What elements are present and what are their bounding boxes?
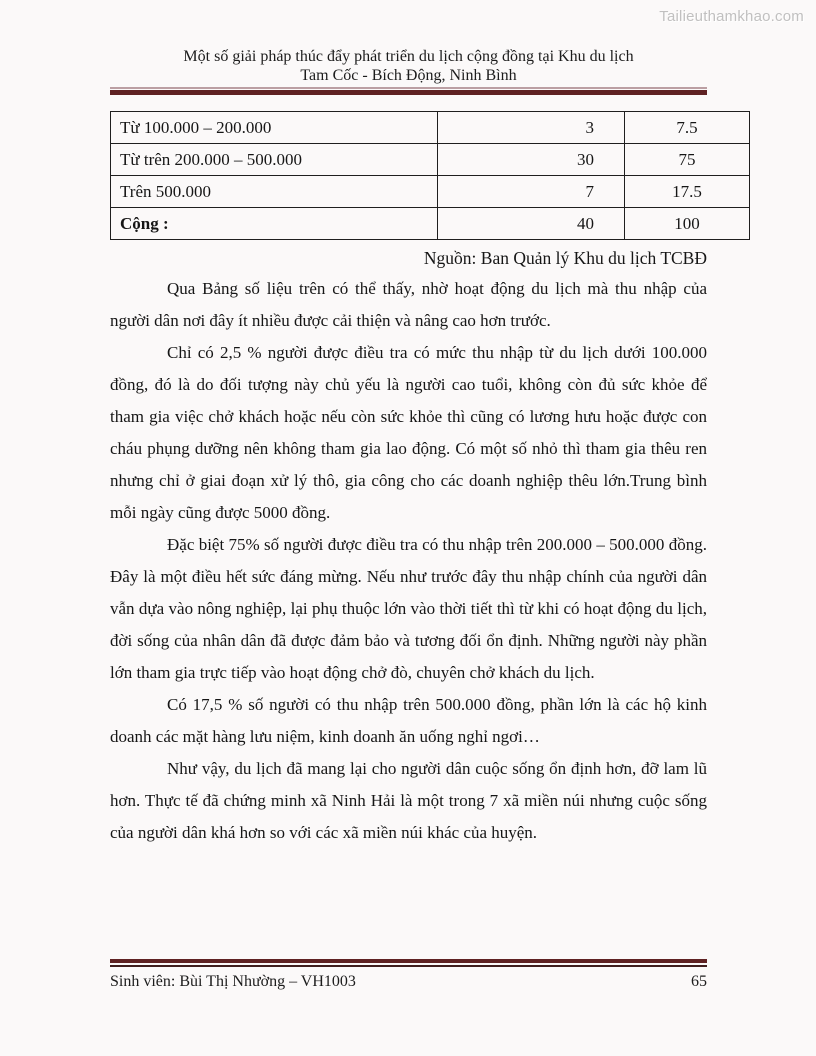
- table-source-note: Nguồn: Ban Quản lý Khu du lịch TCBĐ: [423, 248, 707, 268]
- table-total-row: [111, 208, 750, 240]
- running-header: [110, 47, 707, 95]
- footer-rule-thin-line: [110, 965, 707, 967]
- percent-cell: 75: [625, 144, 750, 176]
- header-title-line2: Tam Cốc - Bích Động, Ninh Bình: [300, 67, 517, 84]
- income-range-cell: Từ 100.000 – 200.000: [111, 112, 438, 144]
- paragraph: Đặc biệt 75% số người được điều tra có thu nhập trên 200.000 – 500.000 đồng. Đây là một điều hết sức đáng mừng. Nếu như trước đây thu nhập chính của người dân vẫn dựa vào nông nghiệp, lại phụ thuộc lớn vào thời tiết thì từ khi có hoạt động du lịch, đời sống của nhân dân đã được đảm bảo và tương đối ổn định. Những người này phần lớn tham gia trực tiếp vào hoạt động chở đò, chuyên chở khách du lịch.: [110, 535, 707, 682]
- page-footer: [110, 959, 707, 992]
- header-rule-thick-line: [110, 90, 707, 95]
- total-percent-cell: 100: [625, 208, 750, 240]
- income-range-cell: Trên 500.000: [111, 176, 438, 208]
- header-rule: [110, 87, 707, 95]
- paragraph: Qua Bảng số liệu trên có thể thấy, nhờ hoạt động du lịch mà thu nhập của người dân nơi đây ít nhiều được cải thiện và nâng cao hơn trước.: [110, 279, 707, 330]
- page-number: 65: [691, 972, 707, 990]
- table-row: [111, 144, 750, 176]
- header-title-line1: Một số giải pháp thúc đẩy phát triển du lịch cộng đồng tại Khu du lịch: [183, 48, 634, 65]
- footer-rule: [110, 959, 707, 967]
- percent-cell: 7.5: [625, 112, 750, 144]
- count-cell: 3: [438, 112, 625, 144]
- count-cell: 30: [438, 144, 625, 176]
- income-range-cell: Từ trên 200.000 – 500.000: [111, 144, 438, 176]
- footer-author: Sinh viên: Bùi Thị Nhường – VH1003: [110, 972, 356, 990]
- paragraph: Như vậy, du lịch đã mang lại cho người dân cuộc sống ổn định hơn, đỡ lam lũ hơn. Thực tế đã chứng minh xã Ninh Hải là một trong 7 xã miền núi nhưng cuộc sống của người dân khá hơn so với các xã miền núi khác của huyện.: [110, 759, 707, 842]
- table-row: [111, 176, 750, 208]
- count-cell: 7: [438, 176, 625, 208]
- income-table: [110, 111, 750, 240]
- footer-text-row: [110, 972, 707, 992]
- table-row: [111, 112, 750, 144]
- paragraph: Chỉ có 2,5 % người được điều tra có mức thu nhập từ du lịch dưới 100.000 đồng, đó là do đối tượng này chủ yếu là người cao tuổi, không còn đủ sức khỏe để tham gia việc chở khách hoặc nếu còn sức khỏe thì cũng có lương hưu hoặc được con cháu phụng dưỡng nên không tham gia lao động. Có một số nhỏ thì tham gia thêu ren nhưng chỉ ở giai đoạn xử lý thô, gia công cho các doanh nghiệp thêu lớn.Trung bình mỗi ngày cũng được 5000 đồng.: [110, 343, 707, 522]
- percent-cell: 17.5: [625, 176, 750, 208]
- watermark-text: Tailieuthamkhao.com: [659, 8, 804, 25]
- paragraph: Có 17,5 % số người có thu nhập trên 500.000 đồng, phần lớn là các hộ kinh doanh các mặt hàng lưu niệm, kinh doanh ăn uống nghỉ ngơi…: [110, 695, 707, 746]
- page-content: [110, 0, 707, 849]
- total-count-cell: 40: [438, 208, 625, 240]
- total-label-cell: Cộng :: [111, 208, 438, 240]
